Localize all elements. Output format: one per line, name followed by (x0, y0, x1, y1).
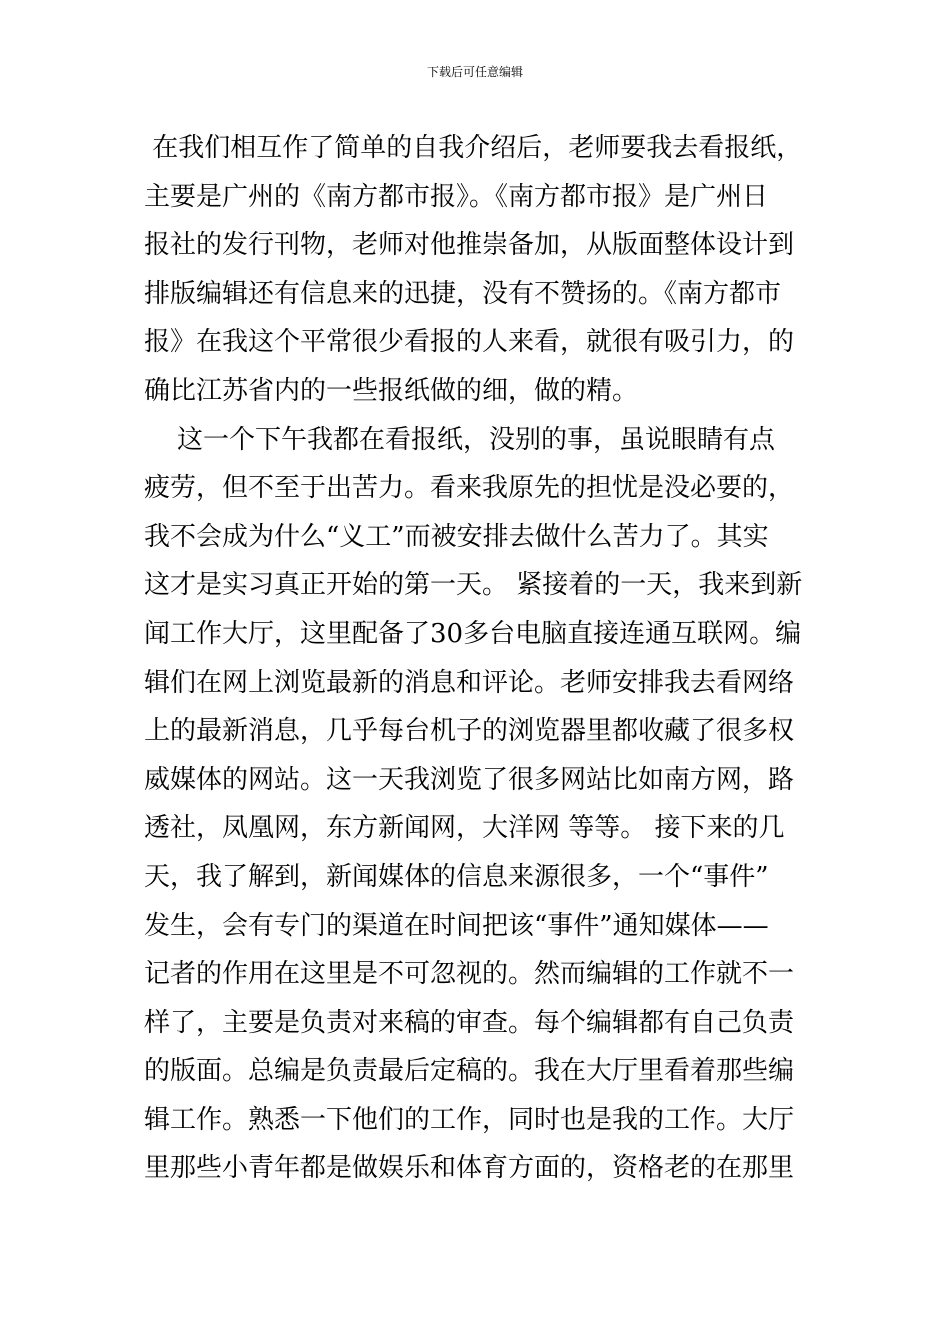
text-line: 主要是广州的《南方都市报》。《南方都市报》是广州日 (144, 181, 769, 212)
text-line: 天，我了解到，新闻媒体的信息来源很多，一个“事件” (144, 861, 769, 892)
text-line: 这一个下午我都在看报纸，没别的事，虽说眼睛有点 (144, 424, 776, 455)
text-line: 里那些小青年都是做娱乐和体育方面的，资格老的在那里 (144, 1153, 795, 1184)
text-line: 上的最新消息，几乎每台机子的浏览器里都收藏了很多权 (144, 716, 795, 747)
text-line: 辑们在网上浏览最新的消息和评论。老师安排我去看网络 (144, 667, 795, 698)
text-line: 报社的发行刊物，老师对他推崇备加，从版面整体设计到 (144, 230, 795, 261)
text-line: 这才是实习真正开始的第一天。 紧接着的一天，我来到新 (144, 570, 803, 601)
text-line: 报》在我这个平常很少看报的人来看，就很有吸引力，的 (144, 327, 795, 358)
text-line: 排版编辑还有信息来的迅捷，没有不赞扬的。《南方都市 (144, 278, 782, 309)
text-line: 样了，主要是负责对来稿的审查。每个编辑都有自己负责 (144, 1007, 795, 1038)
text-line: 疲劳，但不至于出苦力。看来我原先的担忧是没必要的， (144, 473, 795, 504)
page-header: 下载后可任意编辑 (426, 65, 523, 79)
text-line: 透社，凤凰网，东方新闻网，大洋网 等等。 接下来的几 (144, 813, 785, 844)
text-line: 确比江苏省内的一些报纸做的细，做的精。 (144, 375, 639, 406)
text-line: 闻工作大厅，这里配备了30多台电脑直接连通互联网。编 (144, 618, 802, 649)
document-body (144, 124, 814, 1193)
text-line: 辑工作。熟悉一下他们的工作，同时也是我的工作。大厅 (144, 1104, 795, 1135)
text-line: 我不会成为什么“义工”而被安排去做什么苦力了。其实 (144, 521, 769, 552)
text-line: 在我们相互作了简单的自我介绍后，老师要我去看报纸， (144, 133, 803, 163)
text-line: 发生，会有专门的渠道在时间把该“事件”通知媒体—— (144, 910, 769, 941)
text-line: 的版面。总编是负责最后定稿的。我在大厅里看着那些编 (144, 1056, 795, 1087)
text-line: 威媒体的网站。这一天我浏览了很多网站比如南方网，路 (144, 764, 795, 795)
text-line: 记者的作用在这里是不可忽视的。然而编辑的工作就不一 (144, 959, 795, 990)
